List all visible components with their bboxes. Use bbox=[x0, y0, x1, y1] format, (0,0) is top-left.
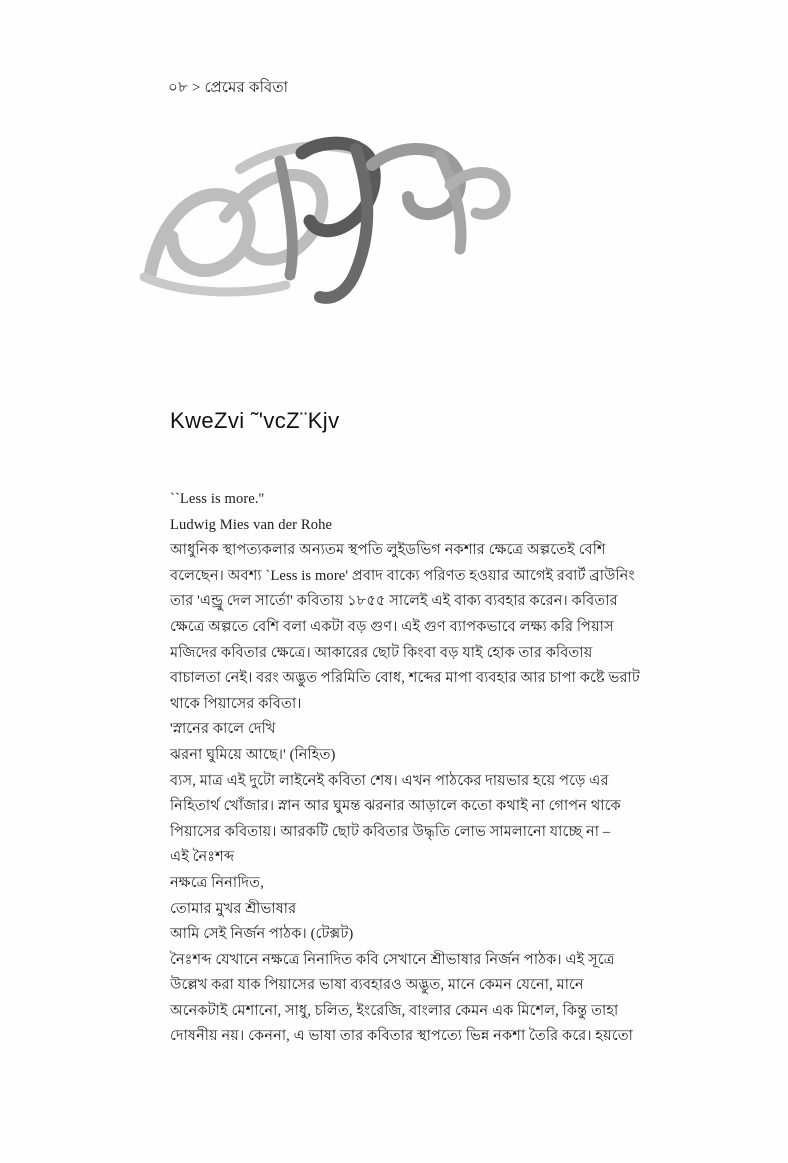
chapter-title: KweZvi ˜'vcZ¨Kjv bbox=[170, 408, 340, 433]
paragraph: নৈঃশব্দ যেখানে নক্ষত্রে নিনাদিত কবি সেখানে শ্রীভাষার নির্জন পাঠক। এই সূত্রে উল্লেখ করা যাক পিয়াসের ভাষা ব্যবহারও অদ্ভুত, মানে কেমন যেনো, মানে অনেকটাই মেশানো, সাধু, চলিত, ইংরেজি, বাংলার কেমন এক মিশেল, কিন্তু তাহা দোষনীয় নয়। কেননা, এ ভাষা তার কবিতার স্থাপত্যে ভিন্ন নকশা তৈরি করে। হয়তো bbox=[170, 951, 634, 1045]
verse-line: আমি সেই নির্জন পাঠক। (টেক্সট) bbox=[170, 926, 354, 943]
verse-line: 'স্নানের কালে দেখি bbox=[170, 721, 276, 738]
paragraph: ব্যস, মাত্র এই দুটো লাইনেই কবিতা শেষ। এখন পাঠকের দায়ভার হয়ে পড়ে এর নিহিতার্থ খোঁজার। স্নান আর ঘুমন্ত ঝরনার আড়ালে কতো কথাই না গোপন থাকে পিয়াসের কবিতায়। আরকটি ছোট কবিতার উদ্ধৃতি লোভ সামলানো যাচ্ছে না – bbox=[170, 772, 621, 840]
paragraph: আধুনিক স্থাপত্যকলার অন্যতম স্থপতি লুইডভিগ নকশার ক্ষেত্রে অল্পতেই বেশি বলেছেন। অবশ্য `Less is more' প্রবাদ বাক্যে পরিণত হওয়ার আগেই রবার্ট ব্রাউনিং তার 'এন্ড্রু দেল সার্তো' কবিতায় ১৮৫৫ সালেই এই বাক্য ব্যবহার করেন। কবিতার ক্ষেত্রে অল্পতে বেশি বলা একটা বড় গুণ। এই গুণ ব্যাপকভাবে লক্ষ্য করি পিয়াস মজিদের কবিতার ক্ষেত্রে। আকারের ছোট কিংবা বড় যাই হোক তার কবিতায় বাচালতা নেই। বরং অদ্ভুত পরিমিতি বোধ, শব্দের মাপা ব্যবহার আর চাপা কষ্টে ভরাট থাকে পিয়াসের কবিতা। bbox=[170, 542, 640, 712]
calligraphy-logo-icon bbox=[120, 125, 540, 310]
epigraph-attribution: Ludwig Mies van der Rohe bbox=[170, 516, 333, 533]
verse-line: ঝরনা ঘুমিয়ে আছে।' (নিহিত) bbox=[170, 746, 336, 763]
page-header-breadcrumb: ০৮ > প্রেমের কবিতা bbox=[168, 80, 289, 96]
verse-line: তোমার মুখর শ্রীভাষার bbox=[170, 900, 297, 917]
verse-line: এই নৈঃশব্দ bbox=[170, 849, 235, 866]
verse-line: নক্ষত্রে নিনাদিত, bbox=[170, 874, 264, 891]
body-text-block bbox=[170, 487, 640, 1050]
epigraph-quote: ``Less is more.'' bbox=[170, 491, 265, 507]
